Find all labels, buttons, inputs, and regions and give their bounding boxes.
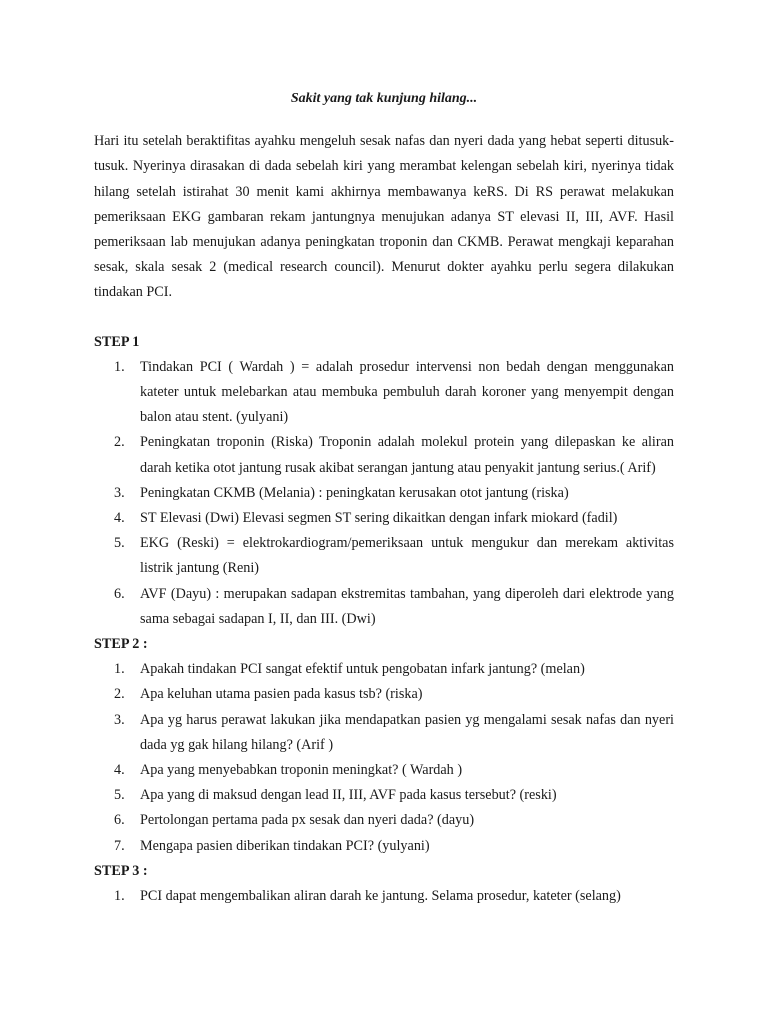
item-text: Pertolongan pertama pada px sesak dan nyeri dada? (dayu) (140, 812, 475, 829)
item-number: 6. (114, 812, 125, 829)
list-item (94, 582, 674, 632)
item-text: EKG (Reski) = elektrokardiogram/pemeriksaan untuk mengukur dan merekam aktivitas listrik jantung (Reni) (140, 535, 674, 577)
step-2-heading: STEP 2 : (94, 636, 148, 653)
step-3-list (94, 884, 674, 909)
list-item (94, 506, 674, 531)
item-number: 4. (114, 510, 125, 527)
list-item (94, 758, 674, 783)
item-text: AVF (Dayu) : merupakan sadapan ekstremitas tambahan, yang diperoleh dari elektrode yang sama sebagai sadapan I, II, dan III. (Dwi) (140, 585, 674, 627)
item-text: Mengapa pasien diberikan tindakan PCI? (yulyani) (140, 837, 430, 854)
item-text: PCI dapat mengembalikan aliran darah ke jantung. Selama prosedur, kateter (selang) (140, 888, 621, 905)
item-number: 1. (114, 661, 125, 678)
item-number: 5. (114, 787, 125, 804)
item-text: Peningkatan CKMB (Melania) : peningkatan kerusakan otot jantung (riska) (140, 484, 569, 501)
item-number: 1. (114, 358, 125, 375)
step-2-list (94, 657, 674, 859)
item-text: Peningkatan troponin (Riska) Troponin adalah molekul protein yang dilepaskan ke aliran darah ketika otot jantung rusak akibat serangan jantung atau penyakit jantung serius.( Arif) (140, 434, 674, 476)
list-item (94, 355, 674, 431)
item-text: Tindakan PCI ( Wardah ) = adalah prosedur intervensi non bedah dengan menggunakan kateter untuk melebarkan atau membuka pembuluh darah koroner yang menyempit dengan balon atau stent. (yulyani) (140, 358, 674, 426)
list-item (94, 834, 674, 859)
list-item (94, 481, 674, 506)
document-title: Sakit yang tak kunjung hilang... (290, 91, 478, 106)
list-item (94, 430, 674, 480)
item-number: 1. (114, 888, 125, 905)
list-item (94, 708, 674, 758)
list-item (94, 531, 674, 581)
item-number: 2. (114, 686, 125, 703)
item-number: 7. (114, 837, 125, 854)
list-item (94, 682, 674, 707)
step-1-list (94, 355, 674, 632)
item-text: Apa yang di maksud dengan lead II, III, AVF pada kasus tersebut? (reski) (140, 787, 557, 804)
list-item (94, 657, 674, 682)
item-number: 4. (114, 762, 125, 779)
item-number: 2. (114, 434, 125, 451)
item-number: 5. (114, 535, 125, 552)
item-text: Apa keluhan utama pasien pada kasus tsb? (riska) (140, 686, 423, 703)
step-3-heading: STEP 3 : (94, 862, 148, 879)
item-number: 3. (114, 711, 125, 728)
item-text: Apa yang menyebabkan troponin meningkat? ( Wardah ) (140, 762, 463, 779)
step-1-heading: STEP 1 (94, 333, 140, 350)
list-item (94, 884, 674, 909)
item-number: 3. (114, 484, 125, 501)
list-item (94, 808, 674, 833)
document-page (94, 86, 674, 909)
item-text: ST Elevasi (Dwi) Elevasi segmen ST sering dikaitkan dengan infark miokard (fadil) (140, 510, 618, 527)
item-text: Apa yg harus perawat lakukan jika mendapatkan pasien yg mengalami sesak nafas dan nyeri dada yg gak hilang hilang? (Arif ) (140, 711, 674, 753)
item-number: 6. (114, 585, 125, 602)
case-paragraph: Hari itu setelah beraktifitas ayahku mengeluh sesak nafas dan nyeri dada yang hebat seperti ditusuk-tusuk. Nyerinya dirasakan di dada sebelah kiri yang merambat kelengan sebelah kiri, nyerinya tidak hilang setelah istirahat 30 menit kami akhirnya membawanya keRS. Di RS perawat melakukan pemeriksaan EKG gambaran rekam jantungnya menujukan adanya ST elevasi II, III, AVF. Hasil pemeriksaan lab menujukan adanya peningkatan troponin dan CKMB. Perawat mengkaji keparahan sesak, skala sesak 2 (medical research council). Menurut dokter ayahku perlu segera dilakukan tindakan PCI. (94, 133, 674, 301)
item-text: Apakah tindakan PCI sangat efektif untuk pengobatan infark jantung? (melan) (140, 661, 585, 678)
list-item (94, 783, 674, 808)
